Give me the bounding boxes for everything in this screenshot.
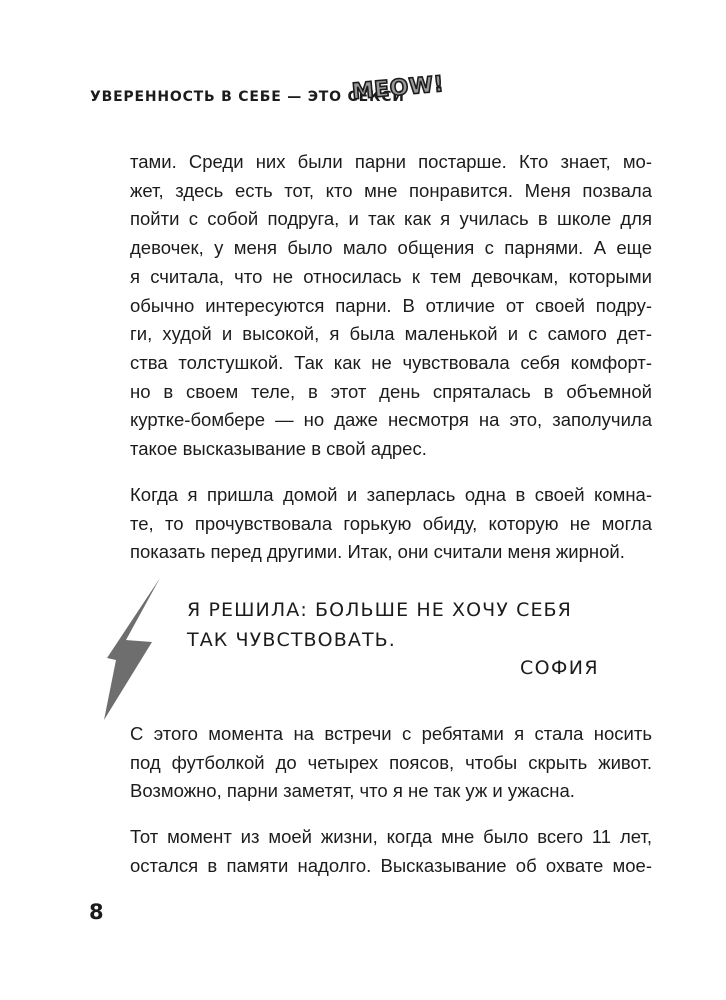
text-line: я считала, что не относилась к тем девочкам, которыми	[130, 265, 652, 287]
text-line: Тот момент из моей жизни, когда мне было всего 11 лет,	[130, 826, 652, 847]
meow-logo: MEOW!	[350, 71, 446, 105]
paragraph-2	[130, 481, 652, 567]
text-line: показать перед другими. Итак, они считали меня жирной.	[130, 541, 625, 563]
text-line: такое высказывание в свой адрес.	[130, 438, 427, 460]
text-line: под футболкой до четырех поясов, чтобы скрыть живот.	[130, 751, 652, 773]
quote-line: Я РЕШИЛА: БОЛЬШЕ НЕ ХОЧУ СЕБЯ	[187, 599, 572, 621]
pull-quote	[187, 595, 572, 655]
text-line: куртке-бомбере — но даже несмотря на это, заполучила	[130, 409, 652, 431]
text-line: Возможно, парни заметят, что я не так уж и ужасна.	[130, 780, 575, 802]
text-line: пойти с собой подруга, и так как я училась в школе для	[130, 208, 652, 230]
text-line: но в своем теле, в этот день спряталась в объемной	[130, 380, 652, 402]
text-line: те, то прочувствовала горькую обиду, которую не могла	[130, 512, 652, 534]
text-line: С этого момента на встречи с ребятами я стала носить	[130, 723, 652, 744]
text-line: жет, здесь есть тот, кто мне понравится. Меня позвала	[130, 179, 652, 201]
page-number: 8	[89, 900, 104, 924]
text-line: ства толстушкой. Так как не чувствовала себя комфорт-	[130, 351, 652, 373]
text-line: девочек, у меня было мало общения с парнями. А еще	[130, 237, 652, 259]
quote-line: ТАК ЧУВСТВОВАТЬ.	[187, 629, 396, 651]
text-line: тами. Среди них были парни постарше. Кто знает, мо-	[130, 151, 652, 172]
text-line: Когда я пришла домой и заперлась одна в своей комна-	[130, 484, 652, 505]
lightning-bolt-icon	[104, 578, 164, 720]
running-title: УВЕРЕННОСТЬ В СЕБЕ — ЭТО СЕКСИ	[90, 89, 405, 105]
text-line: обычно интересуются парни. В отличие от своей подру-	[130, 294, 652, 316]
paragraph-4	[130, 823, 652, 880]
paragraph-3	[130, 720, 652, 806]
text-line: остался в памяти надолго. Высказывание об охвате мое-	[130, 854, 652, 876]
quote-author: СОФИЯ	[520, 657, 599, 679]
text-line: ги, худой и высокой, я была маленькой и с самого дет-	[130, 323, 652, 345]
lightning-bolt-shape	[104, 578, 160, 720]
paragraph-1	[130, 148, 652, 464]
